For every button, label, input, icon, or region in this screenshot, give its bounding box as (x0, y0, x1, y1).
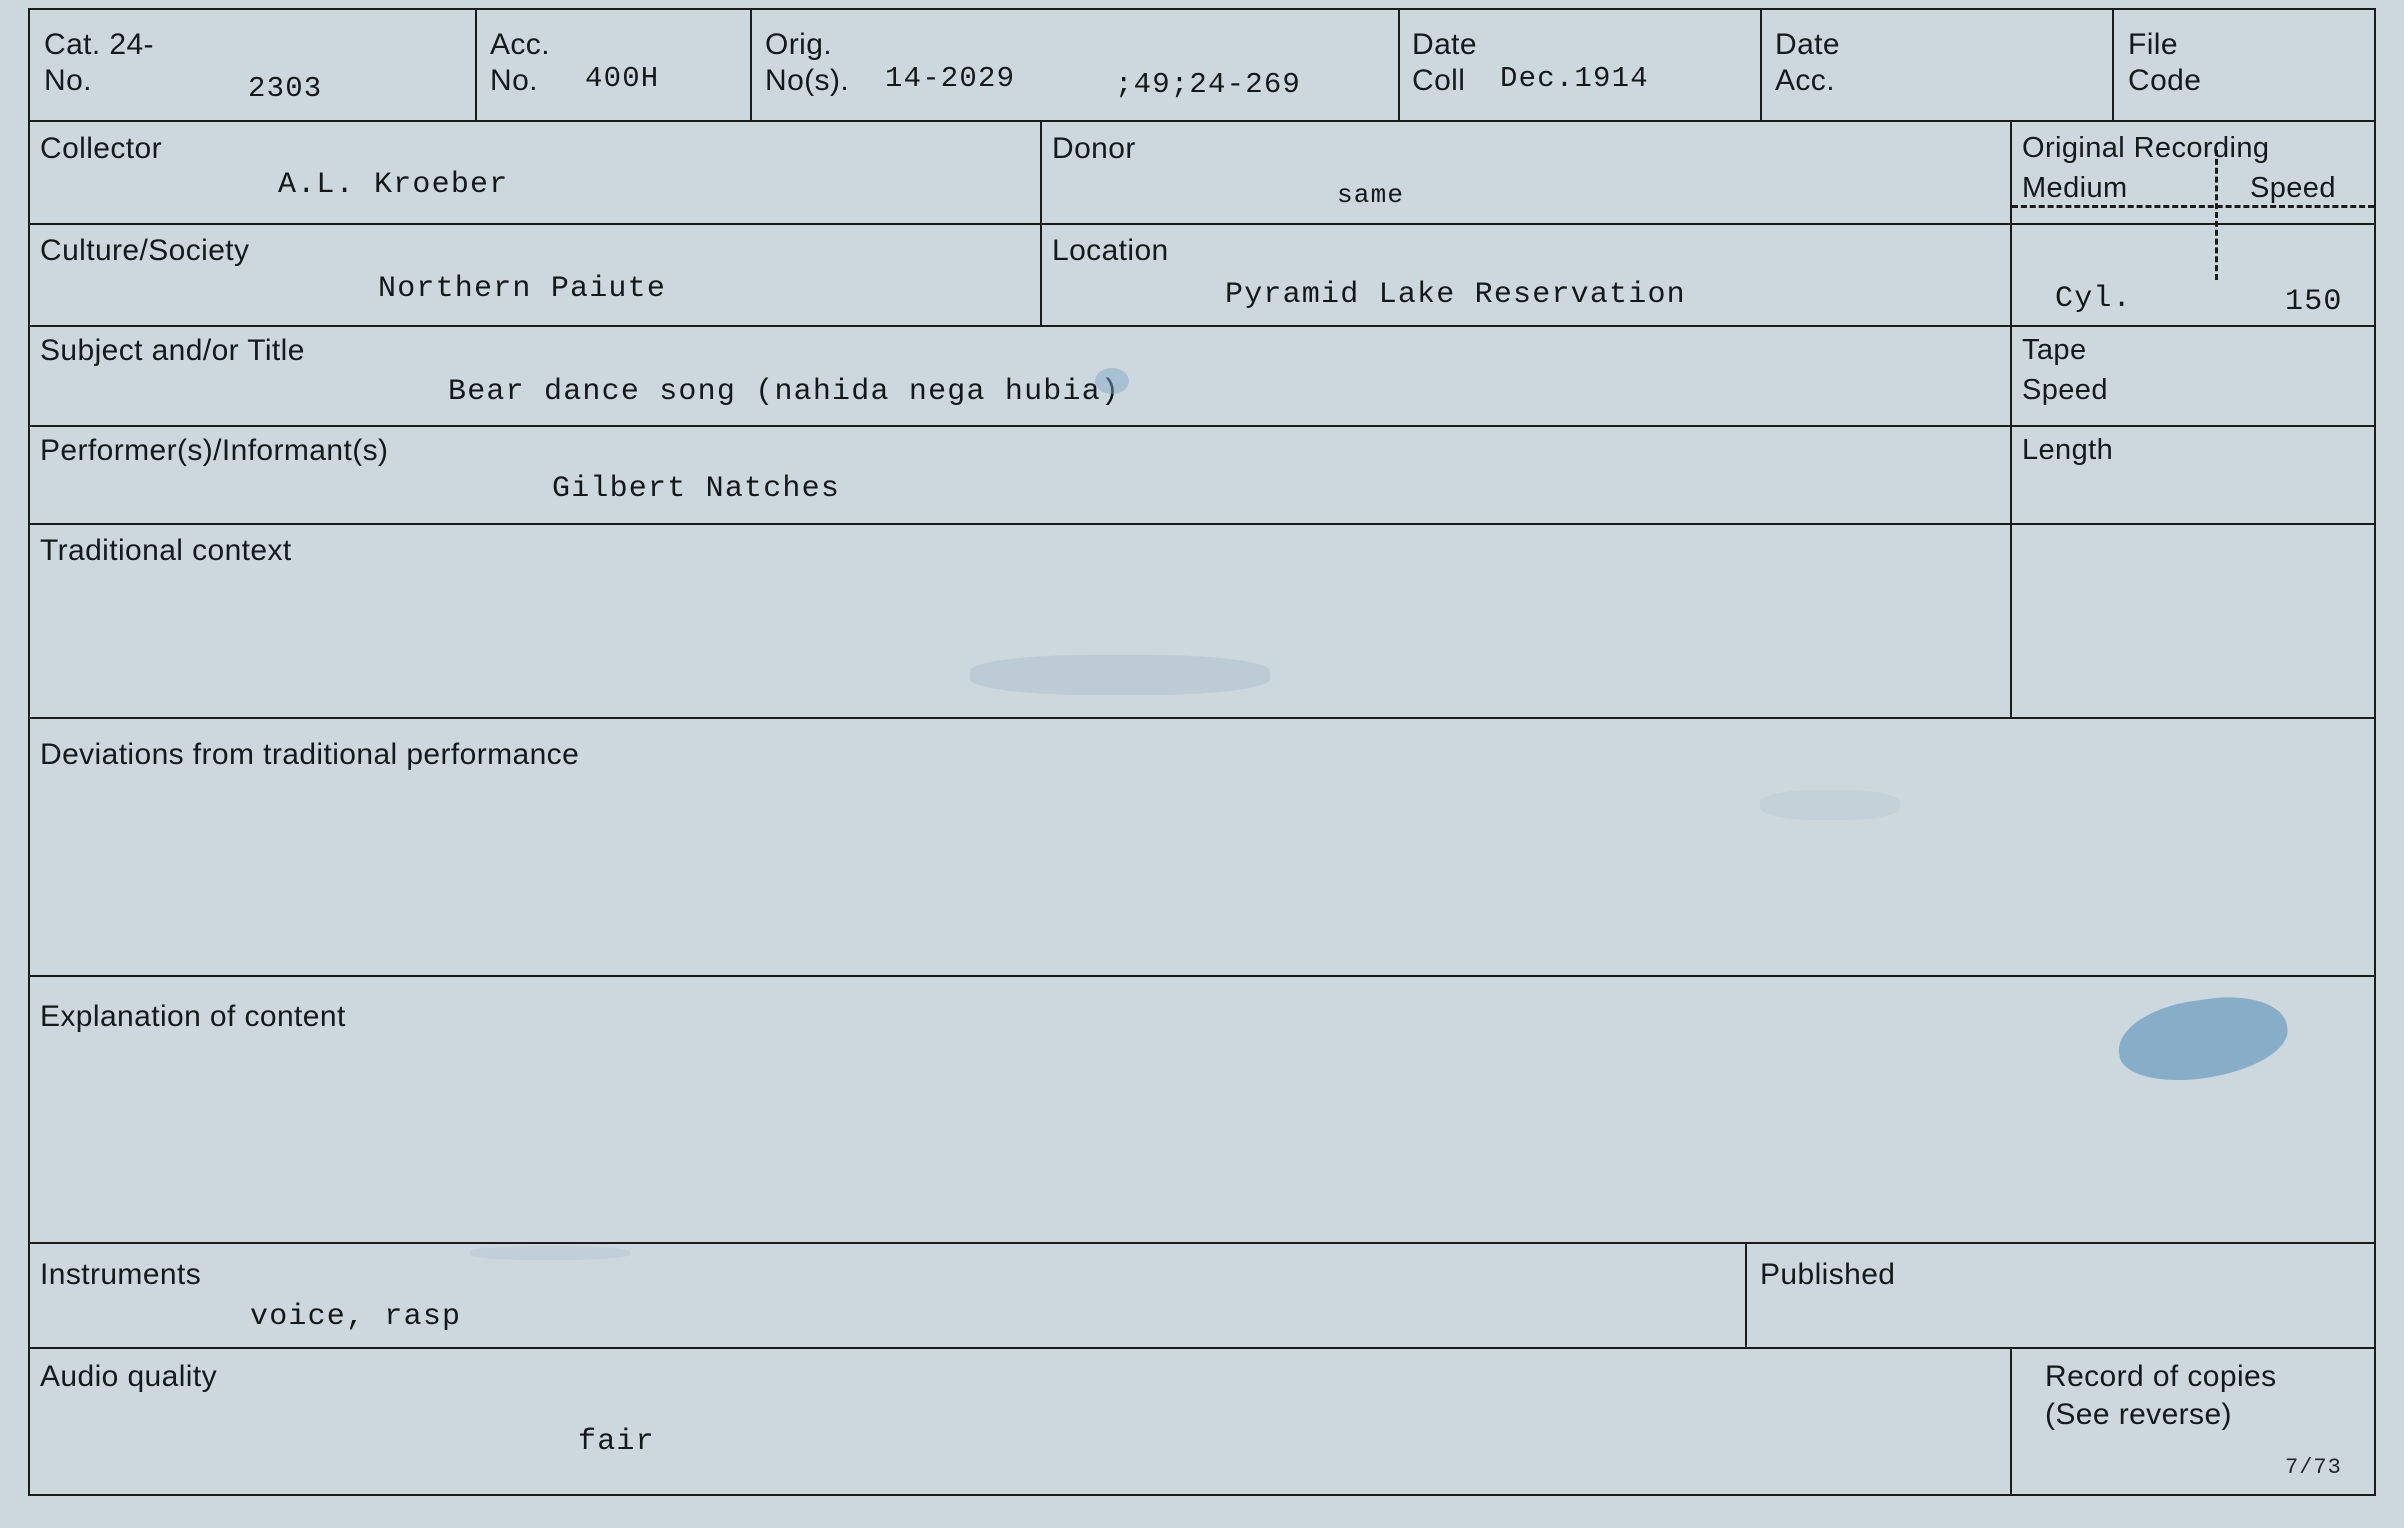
row-line-3 (28, 325, 2376, 327)
col-line-published (1745, 1242, 1747, 1347)
subject-title-label: Subject and/or Title (40, 334, 305, 367)
page-number: 7/73 (2285, 1455, 2342, 1480)
length-label: Length (2022, 434, 2114, 466)
orig-no-label-line1: Orig. (765, 28, 833, 61)
row-line-8 (28, 1242, 2376, 1244)
cat-no-value: 2303 (248, 72, 323, 105)
border-bottom (28, 1494, 2376, 1496)
orig-no-value: 14-2029 (885, 62, 1016, 95)
traditional-context-label: Traditional context (40, 534, 292, 567)
published-label: Published (1760, 1258, 1896, 1291)
row-line-7 (28, 975, 2376, 977)
medium-speed-divider-v (2215, 150, 2218, 280)
location-label: Location (1052, 234, 1169, 267)
date-coll-value: Dec.1914 (1500, 62, 1649, 95)
collector-label: Collector (40, 132, 162, 165)
date-coll-label-line2: Coll (1412, 64, 1466, 97)
explanation-label: Explanation of content (40, 1000, 346, 1033)
date-coll-label-line1: Date (1412, 28, 1477, 61)
paper-smudge-3 (470, 1246, 630, 1260)
border-left (28, 8, 30, 1494)
record-of-copies-label-line1: Record of copies (2045, 1360, 2277, 1393)
collector-value: A.L. Kroeber (278, 168, 509, 202)
medium-label: Medium (2022, 172, 2128, 204)
file-code-label-line2: Code (2128, 64, 2202, 97)
audio-quality-label: Audio quality (40, 1360, 217, 1393)
culture-society-label: Culture/Society (40, 234, 250, 267)
performers-label: Performer(s)/Informant(s) (40, 434, 389, 467)
col-line-donor (1040, 120, 1042, 325)
tape-label: Tape (2022, 334, 2087, 366)
row-line-4 (28, 425, 2376, 427)
row-line-1 (28, 120, 2376, 122)
cat-no-label-line1: Cat. 24- (44, 28, 154, 61)
speed-value: 150 (2285, 285, 2343, 319)
original-recording-label: Original Recording (2022, 132, 2270, 164)
col-line-right-block-2 (2010, 523, 2012, 717)
paper-smudge-2 (1760, 790, 1900, 820)
border-top (28, 8, 2376, 10)
col-line-date-coll (1398, 8, 1400, 120)
orig-no-label-line2: No(s). (765, 64, 850, 97)
culture-society-value: Northern Paiute (378, 272, 667, 306)
date-acc-label-line2: Acc. (1775, 64, 1835, 97)
orig-no-value-cont: ;49;24-269 (1115, 68, 1302, 101)
date-acc-label-line1: Date (1775, 28, 1840, 61)
donor-label: Donor (1052, 132, 1136, 165)
speed-label: Speed (2250, 172, 2336, 204)
col-line-record-copies (2010, 1347, 2012, 1494)
file-code-label-line1: File (2128, 28, 2178, 61)
acc-no-label-line2: No. (490, 64, 538, 97)
donor-value: same (1337, 180, 1405, 210)
col-line-acc (475, 8, 477, 120)
performers-value: Gilbert Natches (552, 472, 841, 506)
paper-smudge-1 (970, 655, 1270, 695)
col-line-orig (750, 8, 752, 120)
col-line-right-block (2010, 120, 2012, 523)
row-line-9 (28, 1347, 2376, 1349)
col-line-file-code (2112, 8, 2114, 120)
ink-blot-small (1095, 368, 1129, 394)
subject-title-value: Bear dance song (nahida nega hubia) (448, 375, 1121, 409)
instruments-label: Instruments (40, 1258, 202, 1291)
acc-no-value: 400H (585, 62, 660, 95)
cat-no-label-line2: No. (44, 64, 92, 97)
tape-speed-label: Speed (2022, 374, 2108, 406)
record-of-copies-label-line2: (See reverse) (2045, 1398, 2232, 1431)
medium-speed-divider-h (2012, 205, 2374, 208)
location-value: Pyramid Lake Reservation (1225, 278, 1686, 312)
acc-no-label-line1: Acc. (490, 28, 550, 61)
col-line-date-acc (1760, 8, 1762, 120)
row-line-5 (28, 523, 2376, 525)
medium-value: Cyl. (2055, 282, 2132, 316)
ink-blot-large (2113, 989, 2292, 1090)
border-right (2374, 8, 2376, 1494)
row-line-2 (28, 223, 2376, 225)
deviations-label: Deviations from traditional performance (40, 738, 580, 771)
audio-quality-value: fair (578, 1425, 655, 1459)
row-line-6 (28, 717, 2376, 719)
instruments-value: voice, rasp (250, 1300, 462, 1334)
